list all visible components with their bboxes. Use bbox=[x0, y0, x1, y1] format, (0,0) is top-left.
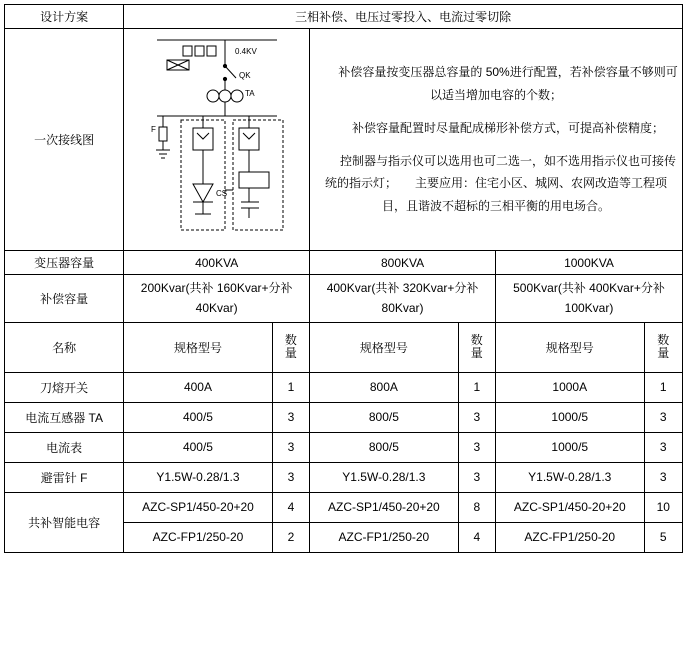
svg-text:QK: QK bbox=[238, 71, 251, 80]
component-qty: 1 bbox=[272, 372, 309, 402]
component-model: Y1.5W-0.28/1.3 bbox=[124, 462, 273, 492]
component-model-header-1: 规格型号 bbox=[124, 322, 273, 372]
transformer-capacity-label: 变压器容量 bbox=[5, 251, 124, 275]
transformer-capacity-2: 800KVA bbox=[310, 251, 496, 275]
component-qty: 2 bbox=[272, 522, 309, 552]
component-name: 共补智能电容 bbox=[5, 492, 124, 552]
component-qty: 8 bbox=[458, 492, 495, 522]
component-name: 刀熔开关 bbox=[5, 372, 124, 402]
design-scheme-value: 三相补偿、电压过零投入、电流过零切除 bbox=[124, 5, 683, 29]
compensation-capacity-1: 200Kvar(共补 160Kvar+分补 40Kvar) bbox=[124, 275, 310, 323]
component-qty: 3 bbox=[644, 432, 682, 462]
wiring-diagram-label: 一次接线图 bbox=[5, 29, 124, 251]
component-qty: 3 bbox=[458, 432, 495, 462]
design-scheme-label: 设计方案 bbox=[5, 5, 124, 29]
table-row bbox=[5, 432, 683, 462]
svg-text:CS: CS bbox=[215, 189, 227, 198]
transformer-capacity-3: 1000KVA bbox=[496, 251, 683, 275]
component-model: 400/5 bbox=[124, 432, 273, 462]
component-qty-header-1: 数 量 bbox=[272, 322, 309, 372]
component-model-header-3: 规格型号 bbox=[496, 322, 645, 372]
component-qty: 3 bbox=[458, 402, 495, 432]
component-qty: 4 bbox=[272, 492, 309, 522]
component-qty: 3 bbox=[644, 402, 682, 432]
description-paragraph-2: 补偿容量配置时尽量配成梯形补偿方式，可提高补偿精度； bbox=[352, 120, 665, 135]
component-qty: 10 bbox=[644, 492, 682, 522]
component-model: 800/5 bbox=[310, 402, 459, 432]
spec-sheet bbox=[0, 4, 687, 646]
table-row bbox=[5, 462, 683, 492]
component-model: AZC-SP1/450-20+20 bbox=[496, 492, 645, 522]
component-model: Y1.5W-0.28/1.3 bbox=[496, 462, 645, 492]
scheme-description bbox=[310, 29, 683, 251]
component-qty: 3 bbox=[272, 432, 309, 462]
compensation-capacity-label: 补偿容量 bbox=[5, 275, 124, 323]
table-row bbox=[5, 372, 683, 402]
transformer-capacity-1: 400KVA bbox=[124, 251, 310, 275]
svg-text:F: F bbox=[150, 125, 156, 134]
wiring-diagram bbox=[124, 29, 310, 251]
component-model: 1000A bbox=[496, 372, 645, 402]
spec-table bbox=[4, 4, 683, 553]
component-qty-header-3: 数 量 bbox=[644, 322, 682, 372]
component-model: 400/5 bbox=[124, 402, 273, 432]
table-row bbox=[5, 492, 683, 522]
component-qty: 3 bbox=[272, 462, 309, 492]
table-row-compensation bbox=[5, 275, 683, 323]
component-model: 1000/5 bbox=[496, 402, 645, 432]
description-paragraph-1: 补偿容量按变压器总容量的 50%进行配置，若补偿容量不够则可以适当增加电容的个数； bbox=[338, 65, 678, 102]
table-row-header bbox=[5, 5, 683, 29]
table-row-diagram bbox=[5, 29, 683, 251]
component-qty: 3 bbox=[458, 462, 495, 492]
component-model: 1000/5 bbox=[496, 432, 645, 462]
component-model: 400A bbox=[124, 372, 273, 402]
component-qty: 3 bbox=[644, 462, 682, 492]
component-model: AZC-FP1/250-20 bbox=[496, 522, 645, 552]
component-model: AZC-FP1/250-20 bbox=[310, 522, 459, 552]
component-model-header-2: 规格型号 bbox=[310, 322, 459, 372]
component-model: AZC-SP1/450-20+20 bbox=[310, 492, 459, 522]
component-model: 800/5 bbox=[310, 432, 459, 462]
svg-text:TA: TA bbox=[244, 89, 255, 98]
component-name-header: 名称 bbox=[5, 322, 124, 372]
wiring-diagram-svg bbox=[137, 32, 297, 247]
component-model: AZC-SP1/450-20+20 bbox=[124, 492, 273, 522]
component-qty-header-2: 数 量 bbox=[458, 322, 495, 372]
component-qty: 1 bbox=[644, 372, 682, 402]
svg-text:0.4KV: 0.4KV bbox=[234, 47, 257, 56]
compensation-capacity-2: 400Kvar(共补 320Kvar+分补 80Kvar) bbox=[310, 275, 496, 323]
component-model: Y1.5W-0.28/1.3 bbox=[310, 462, 459, 492]
component-model: AZC-FP1/250-20 bbox=[124, 522, 273, 552]
component-qty: 1 bbox=[458, 372, 495, 402]
description-paragraph-3: 控制器与指示仪可以选用也可二选一，如不选用指示仪也可接传统的指示灯； 主要应用：住宅小区、城网、农网改造等工程项目，且谐波不超标的三相平衡的用电场合。 bbox=[325, 153, 677, 214]
component-qty: 3 bbox=[272, 402, 309, 432]
table-row-capacity bbox=[5, 251, 683, 275]
component-model: 800A bbox=[310, 372, 459, 402]
component-name: 电流互感器 TA bbox=[5, 402, 124, 432]
table-row bbox=[5, 402, 683, 432]
component-qty: 5 bbox=[644, 522, 682, 552]
compensation-capacity-3: 500Kvar(共补 400Kvar+分补 100Kvar) bbox=[496, 275, 683, 323]
component-name: 电流表 bbox=[5, 432, 124, 462]
table-row-component-header bbox=[5, 322, 683, 372]
component-qty: 4 bbox=[458, 522, 495, 552]
component-name: 避雷针 F bbox=[5, 462, 124, 492]
